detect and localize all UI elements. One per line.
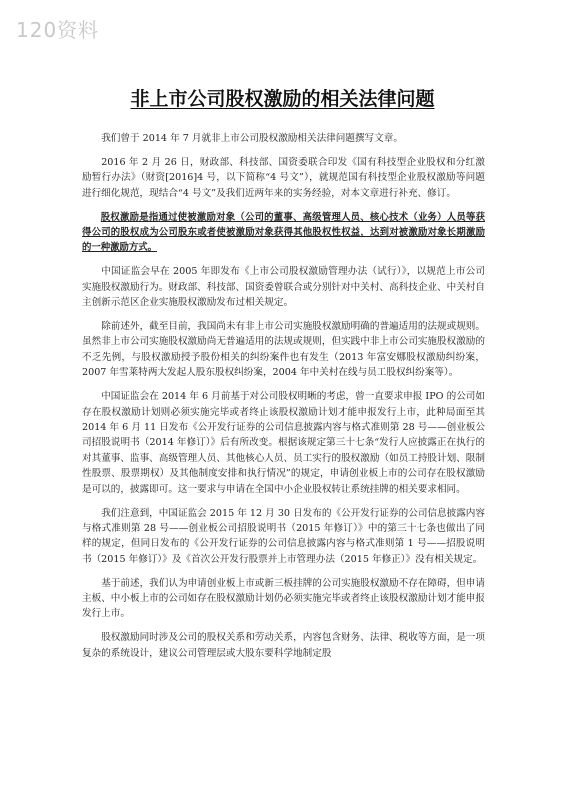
paragraph-definition: [82, 210, 485, 256]
paragraph-recommendation: 股权激励同时涉及公司的股权关系和劳动关系，内容包含财务、法律、税收等方面，是一项复杂的系统设计，建议公司管理层或大股东要科学地制定股: [82, 632, 485, 659]
document-title: [0, 84, 565, 111]
watermark-logo: 120资料: [16, 18, 100, 42]
paragraph-conclusion: 基于前述，我们认为申请创业板上市或新三板挂牌的公司实施股权激励不存在障碍，但申请主板、中小板上市的公司如存在股权激励计划仍必须实施完毕或者终止该股权激励计划才能申报发行上市。: [82, 577, 485, 620]
paragraph-definition-text: 股权激励是指通过使被激励对象（公司的董事、高级管理人员、核心技术（业务）人员等获得公司的股权成为公司股东或者使被激励对象获得其他股权性权益，达到对被激励对象长期激励的一种激励方式。: [82, 211, 485, 254]
document-body: [82, 131, 485, 670]
paragraph-no-rules: 除前述外，截至目前，我国尚未有非上市公司实施股权激励明确的普遍适用的法规或规则。虽然非上市公司实施股权激励尚无普遍适用的法规或规则，但实践中非上市公司实施股权激励的不乏先例，与股权激励授予股份相关的纠纷案件也有发生（2013 年富安娜股权激励纠纷案，2007 年雪莱特两大发起人股东股权纠纷案，2004 年中关村在线与员工股权纠纷案等）。: [82, 321, 485, 379]
paragraph-ipo-requirement: 中国证监会在 2014 年 6 月前基于对公司股权明晰的考虑，曾一直要求申报 IPO 的公司如存在股权激励计划则必须实施完毕或者终止该股权激励计划才能申报发行上市，此种局面至其 2014 年 6 月 11 日发布《公开发行证券的公司信息披露内容与格式准则第 28 号——创业板公司招股说明书（2014 年修订）》后有所改变。根据该规定第三十七条“发行人应披露正在执行的对其董事、监事、高级管理人员、其他核心人员、员工实行的股权激励（如员工持股计划、限制性股票、股票期权）及其他制度安排和执行情况”的规定，申请创业板上市的公司存在股权激励是可以的，披露即可。这一要求与申请在全国中小企业股权转让系统挂牌的相关要求相同。: [82, 391, 485, 495]
document-title-text: 非上市公司股权激励的相关法律问题: [130, 88, 435, 110]
paragraph-csrc-2005: 中国证监会早在 2005 年即发布《上市公司股权激励管理办法（试行）》，以规范上市公司实施股权激励行为。财政部、科技部、国资委曾联合或分别针对中关村、高科技企业、中关村自主创新示范区企业实施股权激励发布过相关规定。: [82, 266, 485, 309]
paragraph-2015-revision: 我们注意到，中国证监会 2015 年 12 月 30 日发布的《公开发行证券的公司信息披露内容与格式准则第 28 号——创业板公司招股说明书（2015 年修订）》中的第三十七条也做出了同样的规定，但同日发布的《公开发行证券的公司信息披露内容与格式准则第 1 号——招股说明书（2015 年修订）》及《首次公开发行股票并上市管理办法（2015 年修正）》没有相关规定。: [82, 507, 485, 565]
paragraph-policy-update: 2016 年 2 月 26 日，财政部、科技部、国资委联合印发《国有科技型企业股权和分红激励暂行办法》（财资[2016]4 号，以下简称“4 号文”），就规范国有科技型企业股权激励等问题进行细化规范，现结合“4 号文”及我们近两年来的实务经验，对本文章进行补充、修订。: [82, 156, 485, 199]
paragraph-intro: 我们曾于 2014 年 7 月就非上市公司股权激励相关法律问题撰写文章。: [101, 133, 403, 144]
